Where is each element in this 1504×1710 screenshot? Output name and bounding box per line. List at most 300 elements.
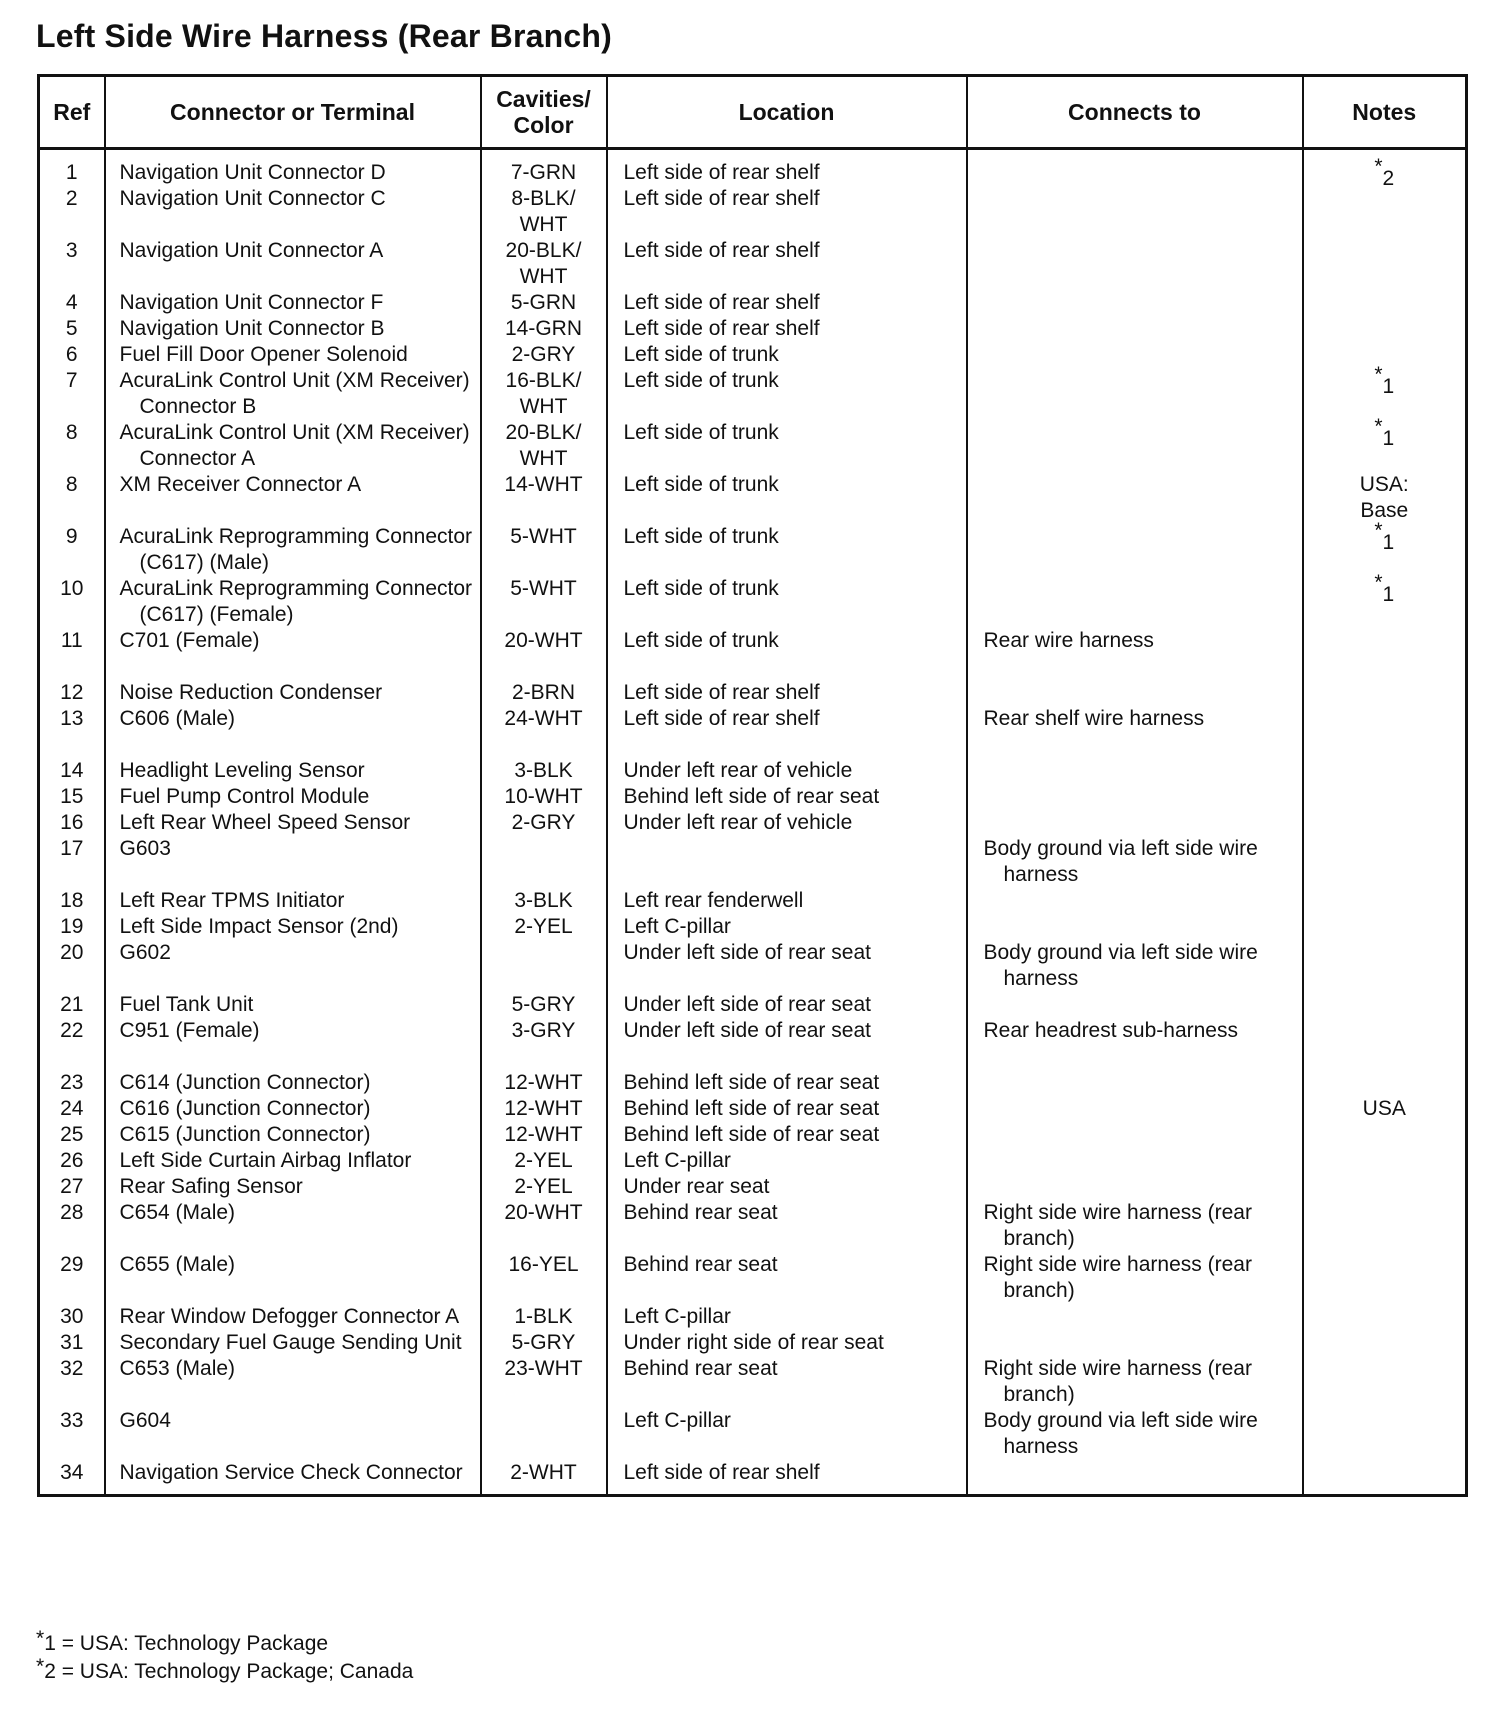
connector-name: Navigation Unit Connector F xyxy=(119,291,384,314)
location-cell xyxy=(607,706,967,758)
cavities-cell xyxy=(481,1070,607,1096)
note-star: * xyxy=(1374,363,1383,386)
cavities-value: 2-WHT xyxy=(510,1461,577,1484)
ref-cell xyxy=(39,238,105,290)
ref-value: 4 xyxy=(65,291,78,314)
connects-to-cell xyxy=(967,1122,1303,1148)
cavities-cell xyxy=(481,914,607,940)
table-row xyxy=(39,758,1467,784)
location-cell xyxy=(607,1122,967,1148)
table-row xyxy=(39,576,1467,628)
connects-to-cell xyxy=(967,1070,1303,1096)
notes-cell xyxy=(1303,628,1467,680)
location-value: Behind left side of rear seat xyxy=(623,1071,880,1094)
location-cell xyxy=(607,576,967,628)
location-value: Left side of rear shelf xyxy=(623,239,820,262)
connector-cell xyxy=(105,680,481,706)
location-cell xyxy=(607,420,967,472)
connects-to-value: Body ground via left side wire xyxy=(983,1409,1258,1432)
location-value: Behind rear seat xyxy=(623,1253,778,1276)
ref-value: 20 xyxy=(60,941,84,964)
location-value: Left side of trunk xyxy=(623,577,779,600)
connector-name-cont: (C617) (Female) xyxy=(139,603,294,626)
cavities-cell xyxy=(481,1252,607,1304)
cavities-cell xyxy=(481,784,607,810)
cavities-cell xyxy=(481,940,607,992)
table-row xyxy=(39,524,1467,576)
note-star: * xyxy=(1374,519,1383,542)
note-number: 1 xyxy=(1382,375,1395,398)
table-row xyxy=(39,836,1467,888)
notes-cell xyxy=(1303,888,1467,914)
table-row xyxy=(39,1330,1467,1356)
notes-cell xyxy=(1303,992,1467,1018)
connects-to-cell xyxy=(967,576,1303,628)
cavities-value: 7-GRN xyxy=(510,161,577,184)
location-cell xyxy=(607,1460,967,1496)
cavities-cell xyxy=(481,810,607,836)
note-ref xyxy=(1304,519,1466,554)
table-row xyxy=(39,1408,1467,1460)
ref-cell xyxy=(39,186,105,238)
connects-to-cell xyxy=(967,1330,1303,1356)
table-row xyxy=(39,316,1467,342)
connects-to-cell xyxy=(967,810,1303,836)
connects-to-value-cont: harness xyxy=(1003,1435,1079,1458)
ref-value: 15 xyxy=(60,785,84,808)
location-cell xyxy=(607,784,967,810)
ref-cell xyxy=(39,1460,105,1496)
row-spacer xyxy=(624,732,966,758)
cavities-value: 16-BLK/ xyxy=(505,369,582,392)
cavities-value: 20-BLK/ xyxy=(505,239,582,262)
ref-cell xyxy=(39,1018,105,1070)
cavities-cell xyxy=(481,992,607,1018)
table-row xyxy=(39,420,1467,472)
header-notes: Notes xyxy=(1303,76,1467,149)
table-row xyxy=(39,1304,1467,1330)
connector-name: AcuraLink Reprogramming Connector xyxy=(119,577,472,600)
location-cell xyxy=(607,368,967,420)
connector-cell xyxy=(105,706,481,758)
note-ref xyxy=(1304,571,1466,606)
location-cell xyxy=(607,238,967,290)
ref-value: 16 xyxy=(60,811,84,834)
ref-cell xyxy=(39,1070,105,1096)
connects-to-value-cont: harness xyxy=(1003,863,1079,886)
connector-cell xyxy=(105,836,481,888)
table-row xyxy=(39,1200,1467,1252)
ref-value: 14 xyxy=(60,759,84,782)
cavities-value: 12-WHT xyxy=(504,1071,583,1094)
ref-value: 8 xyxy=(65,473,78,496)
table-row xyxy=(39,368,1467,420)
table-row xyxy=(39,342,1467,368)
ref-value: 34 xyxy=(60,1461,84,1484)
location-cell xyxy=(607,810,967,836)
ref-value: 13 xyxy=(60,707,84,730)
cavities-value: 16-YEL xyxy=(508,1253,579,1276)
connects-to-cell xyxy=(967,706,1303,758)
cavities-cell xyxy=(481,524,607,576)
location-cell xyxy=(607,680,967,706)
cavities-cell xyxy=(481,186,607,238)
location-value: Left C-pillar xyxy=(623,1305,731,1328)
connector-name: Navigation Service Check Connector xyxy=(119,1461,463,1484)
cavities-cell xyxy=(481,420,607,472)
cavities-cell xyxy=(481,680,607,706)
location-value: Under right side of rear seat xyxy=(623,1331,884,1354)
connector-cell xyxy=(105,1200,481,1252)
location-cell xyxy=(607,1018,967,1070)
cavities-cell xyxy=(481,1200,607,1252)
ref-cell xyxy=(39,940,105,992)
cavities-value: 2-GRY xyxy=(511,811,576,834)
header-ref: Ref xyxy=(39,76,105,149)
connector-cell xyxy=(105,810,481,836)
cavities-value: 24-WHT xyxy=(504,707,583,730)
header-connects-to: Connects to xyxy=(967,76,1303,149)
ref-cell xyxy=(39,680,105,706)
table-row xyxy=(39,680,1467,706)
table-row xyxy=(39,888,1467,914)
notes-cell xyxy=(1303,1356,1467,1408)
note-text: USA xyxy=(1362,1097,1406,1120)
location-cell xyxy=(607,1148,967,1174)
location-cell xyxy=(607,914,967,940)
note-star: * xyxy=(1374,415,1383,438)
row-spacer xyxy=(624,1044,966,1070)
connector-name: AcuraLink Control Unit (XM Receiver) xyxy=(119,369,470,392)
connects-to-cell xyxy=(967,836,1303,888)
cavities-value: 14-GRN xyxy=(504,317,583,340)
ref-value: 21 xyxy=(60,993,84,1016)
connector-name: Fuel Pump Control Module xyxy=(119,785,370,808)
ref-cell xyxy=(39,628,105,680)
cavities-value-cont: WHT xyxy=(519,447,568,470)
connector-name: C614 (Junction Connector) xyxy=(119,1071,371,1094)
notes-cell xyxy=(1303,914,1467,940)
note-ref xyxy=(1304,363,1466,398)
connector-name: Left Side Impact Sensor (2nd) xyxy=(119,915,399,938)
table-row xyxy=(39,1096,1467,1122)
location-value: Behind left side of rear seat xyxy=(623,785,880,808)
connector-cell xyxy=(105,1460,481,1496)
location-cell xyxy=(607,290,967,316)
note-text-cont: Base xyxy=(1360,499,1409,522)
footnote-1 xyxy=(36,1627,413,1658)
ref-cell xyxy=(39,1408,105,1460)
cavities-value: 2-YEL xyxy=(514,1175,573,1198)
table-row xyxy=(39,810,1467,836)
ref-value: 18 xyxy=(60,889,84,912)
location-cell xyxy=(607,758,967,784)
connector-name: Fuel Fill Door Opener Solenoid xyxy=(119,343,408,366)
location-cell xyxy=(607,836,967,888)
cavities-value: 20-BLK/ xyxy=(505,421,582,444)
cavities-cell xyxy=(481,628,607,680)
cavities-cell xyxy=(481,758,607,784)
location-cell xyxy=(607,1070,967,1096)
cavities-cell xyxy=(481,576,607,628)
connects-to-cell xyxy=(967,420,1303,472)
connector-cell xyxy=(105,342,481,368)
location-value: Left side of rear shelf xyxy=(623,681,820,704)
connector-name: Navigation Unit Connector A xyxy=(119,239,384,262)
connects-to-cell xyxy=(967,680,1303,706)
connector-cell xyxy=(105,238,481,290)
connector-cell xyxy=(105,472,481,524)
notes-cell xyxy=(1303,342,1467,368)
cavities-value: 5-GRY xyxy=(511,993,576,1016)
connector-cell xyxy=(105,1174,481,1200)
cavities-cell xyxy=(481,706,607,758)
table-row xyxy=(39,914,1467,940)
note-number: 1 xyxy=(1382,531,1395,554)
location-value: Behind left side of rear seat xyxy=(623,1123,880,1146)
location-cell xyxy=(607,1304,967,1330)
connects-to-cell xyxy=(967,316,1303,342)
connects-to-cell xyxy=(967,914,1303,940)
location-value: Left C-pillar xyxy=(623,1409,731,1432)
header-location: Location xyxy=(607,76,967,149)
notes-cell xyxy=(1303,1096,1467,1122)
table-row xyxy=(39,1122,1467,1148)
connector-name: Rear Safing Sensor xyxy=(119,1175,303,1198)
connector-cell xyxy=(105,524,481,576)
cavities-value: 2-YEL xyxy=(514,1149,573,1172)
ref-cell xyxy=(39,784,105,810)
cavities-cell xyxy=(481,1304,607,1330)
location-value: Left rear fenderwell xyxy=(623,889,804,912)
connects-to-cell xyxy=(967,1018,1303,1070)
ref-value: 10 xyxy=(60,577,84,600)
notes-cell xyxy=(1303,238,1467,290)
ref-value: 5 xyxy=(65,317,78,340)
notes-cell xyxy=(1303,1070,1467,1096)
table-row xyxy=(39,992,1467,1018)
ref-value: 32 xyxy=(60,1357,84,1380)
location-cell xyxy=(607,1408,967,1460)
connects-to-cell xyxy=(967,472,1303,524)
cavities-cell xyxy=(481,1330,607,1356)
connects-to-value-cont: branch) xyxy=(1003,1279,1075,1302)
cavities-cell xyxy=(481,342,607,368)
ref-value: 17 xyxy=(60,837,84,860)
connects-to-cell xyxy=(967,342,1303,368)
connector-cell xyxy=(105,758,481,784)
connects-to-cell xyxy=(967,368,1303,420)
cavities-value-cont: WHT xyxy=(519,395,568,418)
connects-to-value: Body ground via left side wire xyxy=(983,941,1258,964)
ref-value: 24 xyxy=(60,1097,84,1120)
notes-cell xyxy=(1303,290,1467,316)
ref-cell xyxy=(39,1096,105,1122)
location-cell xyxy=(607,316,967,342)
connects-to-value: Rear wire harness xyxy=(983,629,1154,652)
connector-name: G603 xyxy=(119,837,171,860)
connector-cell xyxy=(105,290,481,316)
ref-value: 2 xyxy=(65,187,78,210)
cavities-cell xyxy=(481,368,607,420)
cavities-value: 5-GRN xyxy=(510,291,577,314)
notes-cell xyxy=(1303,472,1467,524)
connector-cell xyxy=(105,1304,481,1330)
notes-cell xyxy=(1303,940,1467,992)
connects-to-value-cont: harness xyxy=(1003,967,1079,990)
notes-cell xyxy=(1303,1018,1467,1070)
connector-name: Fuel Tank Unit xyxy=(119,993,254,1016)
connects-to-cell xyxy=(967,1096,1303,1122)
ref-cell xyxy=(39,1304,105,1330)
connector-cell xyxy=(105,940,481,992)
location-cell xyxy=(607,1096,967,1122)
connector-name: Noise Reduction Condenser xyxy=(119,681,383,704)
ref-value: 11 xyxy=(60,629,83,652)
note-number: 1 xyxy=(1382,427,1395,450)
ref-cell xyxy=(39,810,105,836)
connector-name: C653 (Male) xyxy=(119,1357,236,1380)
connector-cell xyxy=(105,628,481,680)
connector-name: Left Rear Wheel Speed Sensor xyxy=(119,811,411,834)
connects-to-cell xyxy=(967,1252,1303,1304)
location-value: Left C-pillar xyxy=(623,1149,731,1172)
ref-value: 22 xyxy=(60,1019,84,1042)
cavities-cell xyxy=(481,1356,607,1408)
notes-cell xyxy=(1303,1122,1467,1148)
ref-value: 25 xyxy=(60,1123,84,1146)
connector-name: Headlight Leveling Sensor xyxy=(119,759,365,782)
location-cell xyxy=(607,992,967,1018)
ref-cell xyxy=(39,914,105,940)
notes-cell xyxy=(1303,836,1467,888)
location-value: Left side of trunk xyxy=(623,421,779,444)
cavities-value: 12-WHT xyxy=(504,1097,583,1120)
location-cell xyxy=(607,186,967,238)
location-value: Under rear seat xyxy=(623,1175,770,1198)
connects-to-value-cont: branch) xyxy=(1003,1227,1075,1250)
connector-cell xyxy=(105,1018,481,1070)
cavities-value: 20-WHT xyxy=(504,629,583,652)
ref-cell xyxy=(39,342,105,368)
location-cell xyxy=(607,1330,967,1356)
location-value: Left side of rear shelf xyxy=(623,1461,820,1484)
location-value: Left side of rear shelf xyxy=(623,317,820,340)
connector-name-cont: Connector B xyxy=(139,395,257,418)
ref-value: 28 xyxy=(60,1201,84,1224)
connects-to-cell xyxy=(967,1148,1303,1174)
connector-cell xyxy=(105,784,481,810)
location-cell xyxy=(607,524,967,576)
table-row xyxy=(39,1174,1467,1200)
connector-cell xyxy=(105,576,481,628)
location-cell xyxy=(607,1174,967,1200)
ref-cell xyxy=(39,888,105,914)
ref-cell xyxy=(39,368,105,420)
cavities-cell xyxy=(481,888,607,914)
notes-cell xyxy=(1303,1174,1467,1200)
notes-cell xyxy=(1303,810,1467,836)
notes-cell xyxy=(1303,1408,1467,1460)
cavities-cell xyxy=(481,238,607,290)
connects-to-value: Rear headrest sub-harness xyxy=(983,1019,1238,1042)
connector-cell xyxy=(105,992,481,1018)
connector-name: C654 (Male) xyxy=(119,1201,236,1224)
ref-value: 27 xyxy=(60,1175,84,1198)
ref-value: 26 xyxy=(60,1149,84,1172)
location-value: Left side of rear shelf xyxy=(623,291,820,314)
connector-name: C606 (Male) xyxy=(119,707,236,730)
connector-cell xyxy=(105,914,481,940)
table-body xyxy=(39,149,1467,1496)
note-number: 1 xyxy=(1382,583,1395,606)
connector-cell xyxy=(105,186,481,238)
table-row xyxy=(39,784,1467,810)
ref-cell xyxy=(39,1122,105,1148)
ref-cell xyxy=(39,1330,105,1356)
cavities-value: 10-WHT xyxy=(504,785,583,808)
connects-to-value: Right side wire harness (rear xyxy=(983,1201,1252,1224)
ref-cell xyxy=(39,706,105,758)
ref-value: 23 xyxy=(60,1071,84,1094)
connects-to-cell xyxy=(967,888,1303,914)
row-spacer xyxy=(624,654,966,680)
connector-cell xyxy=(105,368,481,420)
harness-table xyxy=(37,74,1468,1497)
table-row xyxy=(39,1148,1467,1174)
table-row xyxy=(39,1018,1467,1070)
footnotes xyxy=(36,1627,414,1686)
connector-cell xyxy=(105,1148,481,1174)
cavities-cell xyxy=(481,836,607,888)
ref-cell xyxy=(39,576,105,628)
connects-to-value: Rear shelf wire harness xyxy=(983,707,1205,730)
note-star: * xyxy=(1374,571,1383,594)
notes-cell xyxy=(1303,706,1467,758)
table-row xyxy=(39,1252,1467,1304)
location-value: Left side of rear shelf xyxy=(623,187,820,210)
connects-to-cell xyxy=(967,524,1303,576)
connects-to-cell xyxy=(967,1460,1303,1496)
connector-name: C655 (Male) xyxy=(119,1253,236,1276)
cavities-cell xyxy=(481,316,607,342)
ref-cell xyxy=(39,149,105,187)
ref-value: 8 xyxy=(65,421,78,444)
footnote-2-star: * xyxy=(36,1655,45,1678)
connects-to-value: Right side wire harness (rear xyxy=(983,1253,1252,1276)
connects-to-cell xyxy=(967,1174,1303,1200)
header-cavities-line1: Cavities/ xyxy=(496,86,591,112)
cavities-value: 5-GRY xyxy=(511,1331,576,1354)
location-value: Under left rear of vehicle xyxy=(623,811,853,834)
notes-cell xyxy=(1303,415,1467,472)
cavities-value: 2-YEL xyxy=(514,915,573,938)
notes-cell xyxy=(1303,1304,1467,1330)
note-ref xyxy=(1304,415,1466,450)
location-cell xyxy=(607,1356,967,1408)
ref-value: 30 xyxy=(60,1305,84,1328)
connector-cell xyxy=(105,888,481,914)
connects-to-value-cont: branch) xyxy=(1003,1383,1075,1406)
cavities-cell xyxy=(481,1018,607,1070)
ref-value: 31 xyxy=(60,1331,84,1354)
connector-name: Left Side Curtain Airbag Inflator xyxy=(119,1149,412,1172)
connects-to-cell xyxy=(967,290,1303,316)
cavities-value: 14-WHT xyxy=(504,473,583,496)
table-row xyxy=(39,238,1467,290)
ref-value: 1 xyxy=(65,161,78,184)
connector-cell xyxy=(105,1070,481,1096)
